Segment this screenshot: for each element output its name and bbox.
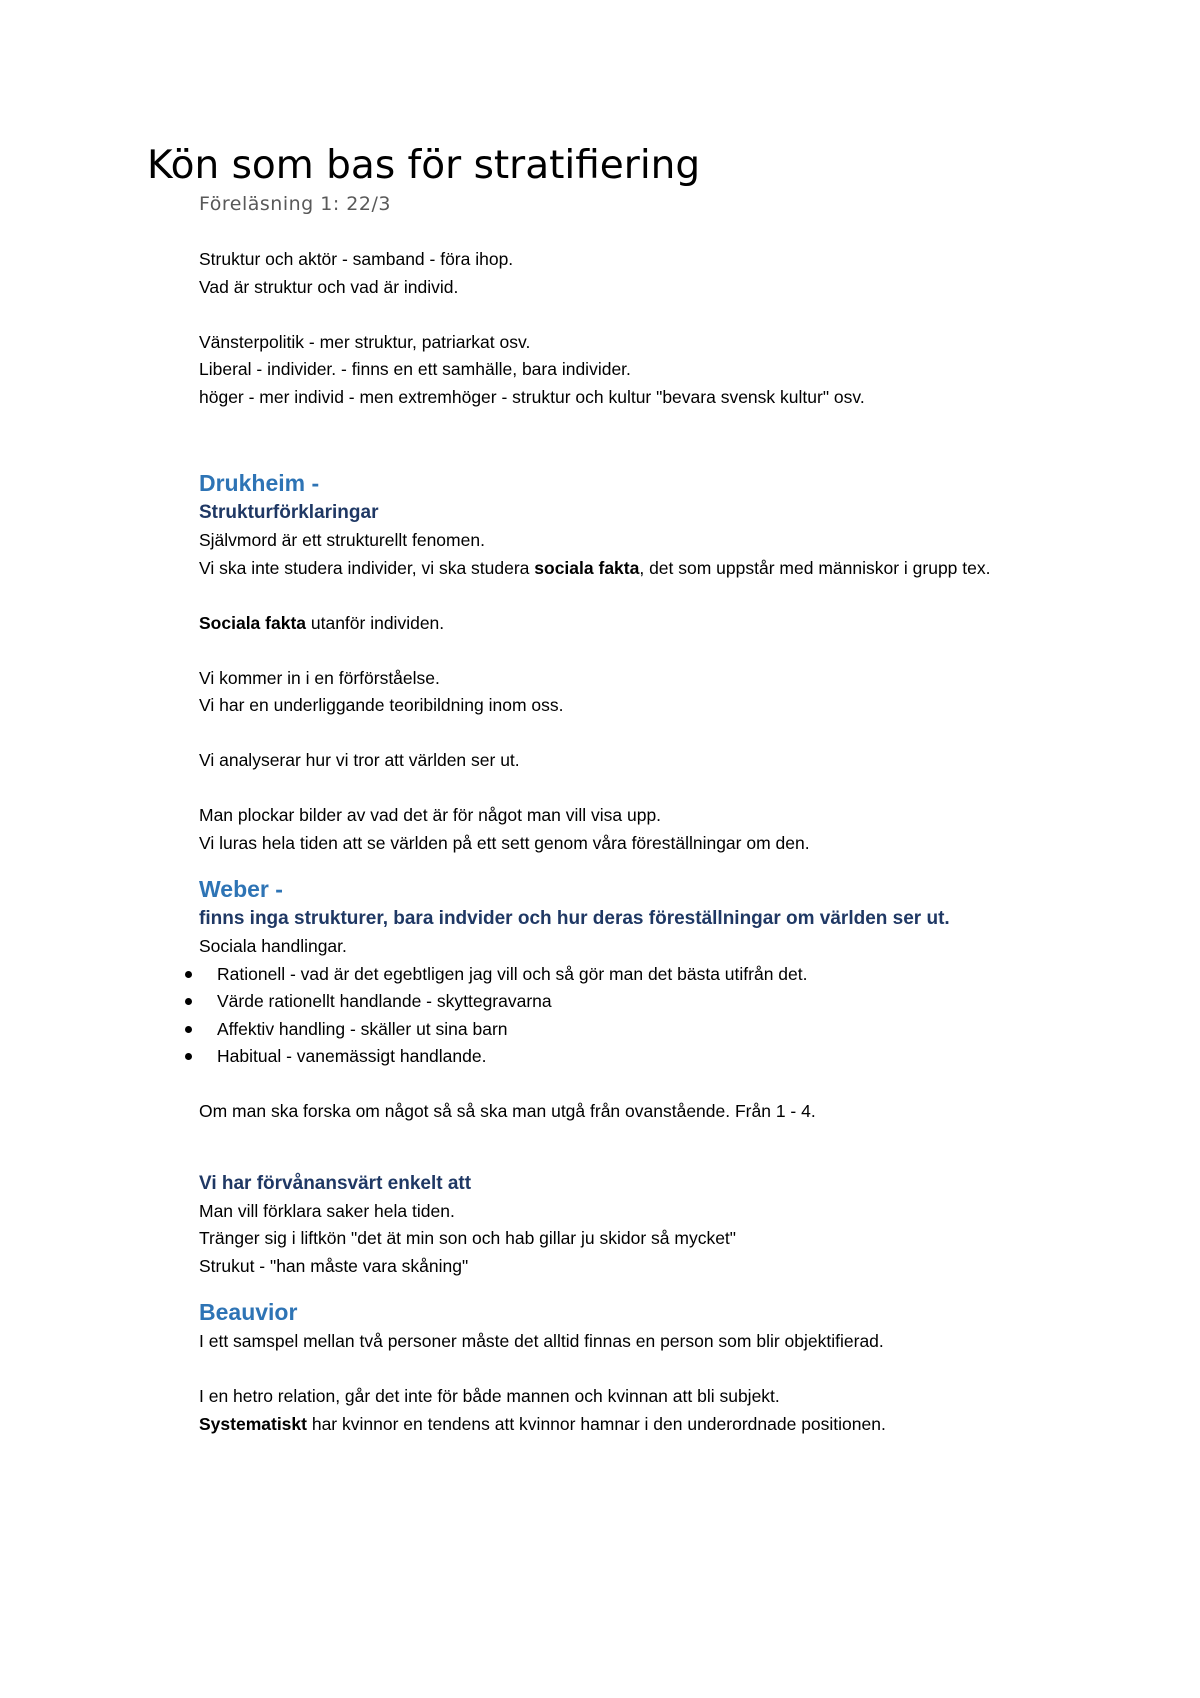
paragraph: Struktur och aktör - samband - föra ihop. (199, 249, 514, 269)
list-item: Värde rationellt handlande - skyttegravarna (199, 988, 1079, 1016)
bullet-icon (185, 1026, 192, 1033)
paragraph: I ett samspel mellan två personer måste det alltid finnas en person som blir objektifierad. (199, 1331, 884, 1351)
bold-term: Systematiskt (199, 1413, 307, 1434)
paragraph: I en hetro relation, går det inte för både mannen och kvinnan att bli subjekt. (199, 1386, 780, 1406)
paragraph: höger - mer individ - men extremhöger - struktur och kultur "bevara svensk kultur" osv. (199, 386, 865, 407)
paragraph: Sociala fakta utanför individen. (199, 612, 445, 633)
section-heading-durkheim: Drukheim - (199, 470, 320, 496)
bullet-icon (185, 971, 192, 978)
paragraph: Vänsterpolitik - mer struktur, patriarkat osv. (199, 331, 531, 352)
list-item: Affektiv handling - skäller ut sina barn (199, 1016, 1079, 1044)
section-heading-weber: Weber - (199, 876, 283, 902)
document-body (199, 246, 1079, 1438)
section-heading-surprising: Vi har förvånansvärt enkelt att (199, 1172, 472, 1194)
document-subtitle: Föreläsning 1: 22/3 (199, 193, 391, 215)
bullet-icon (185, 1053, 192, 1060)
bullet-list (199, 961, 1079, 1071)
bold-term: Sociala fakta (199, 612, 306, 633)
paragraph: Systematiskt har kvinnor en tendens att kvinnor hamnar i den underordnade positionen. (199, 1413, 886, 1434)
paragraph: Man plockar bilder av vad det är för något man vill visa upp. (199, 805, 662, 825)
paragraph: Vi luras hela tiden att se världen på ett sett genom våra föreställningar om den. (199, 832, 810, 853)
paragraph: Liberal - individer. - finns en ett samhälle, bara individer. (199, 359, 631, 379)
paragraph: Sociala handlingar. (199, 936, 347, 956)
paragraph: Vi har en underliggande teoribildning inom oss. (199, 695, 564, 715)
paragraph: Om man ska forska om något så så ska man utgå från ovanstående. Från 1 - 4. (199, 1101, 816, 1121)
section-subheading-durkheim: Strukturförklaringar (199, 502, 379, 523)
bullet-icon (185, 998, 192, 1005)
bold-term: sociala fakta (534, 557, 640, 578)
paragraph: Vi kommer in i en förförståelse. (199, 667, 440, 688)
list-item: Rationell - vad är det egebtligen jag vill och så gör man det bästa utifrån det. (199, 961, 1079, 989)
section-subheading-weber: finns inga strukturer, bara indvider och hur deras föreställningar om världen ser ut. (199, 908, 950, 929)
paragraph: Vad är struktur och vad är individ. (199, 276, 459, 297)
list-item: Habitual - vanemässigt handlande. (199, 1043, 1079, 1071)
paragraph: Man vill förklara saker hela tiden. (199, 1200, 455, 1221)
paragraph: Självmord är ett strukturellt fenomen. (199, 530, 485, 550)
paragraph: Vi analyserar hur vi tror att världen ser ut. (199, 750, 520, 770)
document-title: Kön som bas för stratifiering (147, 143, 701, 188)
section-heading-beauvoir: Beauvior (199, 1299, 298, 1325)
paragraph: Tränger sig i liftkön "det ät min son och hab gillar ju skidor så mycket" (199, 1228, 737, 1248)
paragraph: Vi ska inte studera individer, vi ska studera sociala fakta, det som uppstår med människor i grupp tex. (199, 557, 991, 578)
paragraph: Strukut - "han måste vara skåning" (199, 1255, 469, 1276)
